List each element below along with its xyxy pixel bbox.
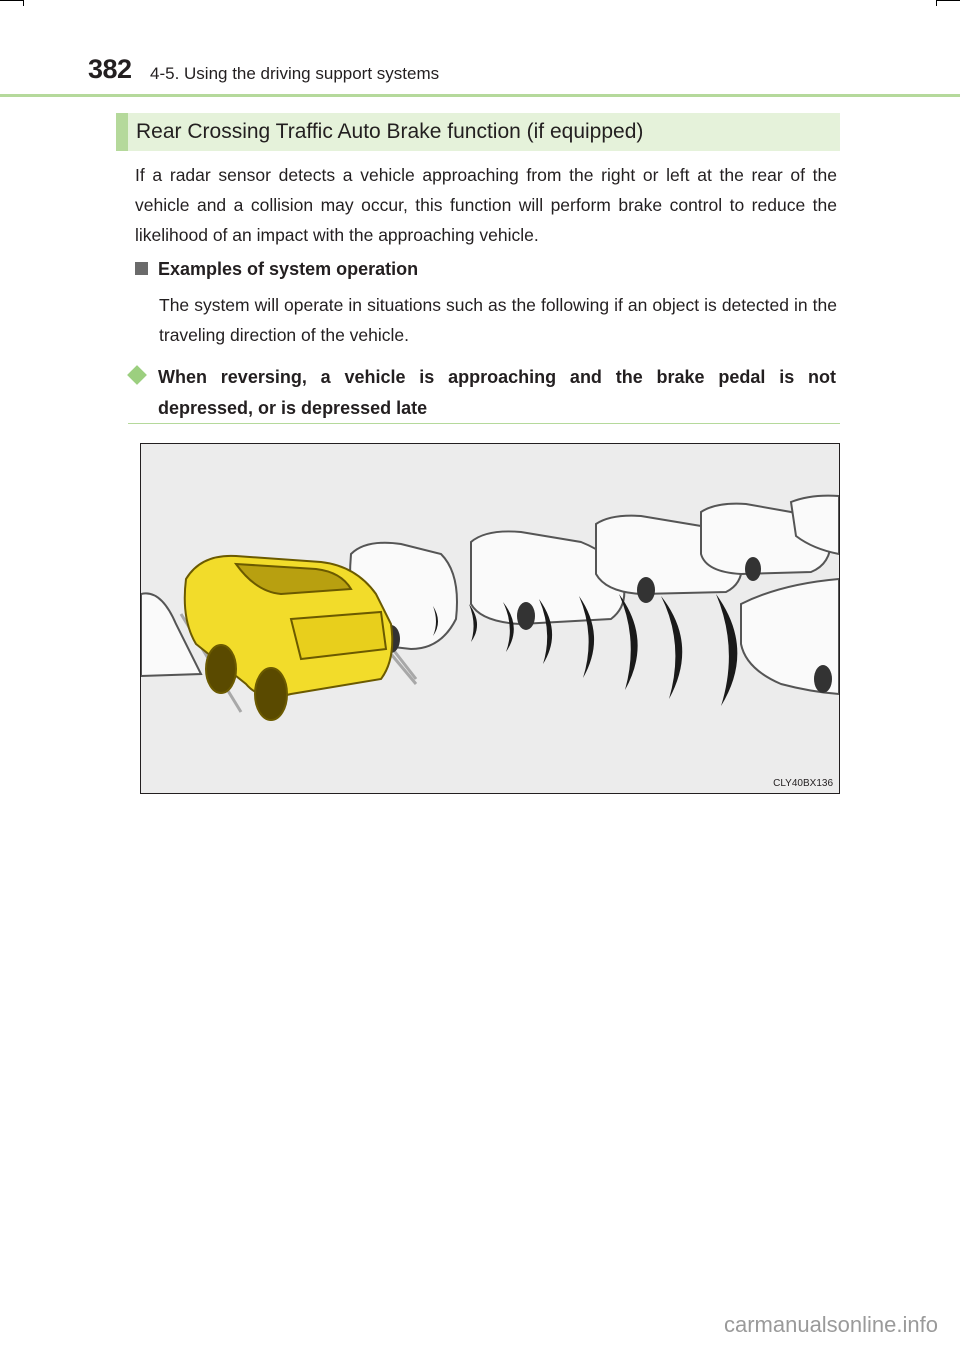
scenario-divider — [128, 423, 840, 424]
header-divider — [0, 94, 960, 97]
crop-mark — [0, 0, 24, 1]
scenario-heading-text: When reversing, a vehicle is approaching and the brake pedal is not depressed, or is depressed late — [158, 367, 836, 418]
figure-code: CLY40BX136 — [773, 778, 833, 789]
page-header — [88, 54, 848, 98]
scenario-heading — [130, 362, 836, 424]
crop-mark — [936, 0, 960, 1]
crop-mark — [936, 0, 937, 6]
chapter-title: 4-5. Using the driving support systems — [150, 64, 440, 83]
diamond-bullet-icon — [127, 365, 147, 385]
examples-heading-text: Examples of system operation — [158, 259, 419, 279]
examples-heading — [135, 256, 418, 282]
page-number: 382 — [88, 54, 132, 84]
parking-lot-illustration — [141, 444, 839, 793]
illustration-figure — [140, 443, 840, 794]
examples-paragraph: The system will operate in situations such as the following if an object is detected in the traveling direction of the vehicle. — [159, 295, 837, 345]
section-title: Rear Crossing Traffic Auto Brake function (if equipped) — [116, 113, 840, 151]
crop-mark — [23, 0, 24, 6]
intro-paragraph: If a radar sensor detects a vehicle approaching from the right or left at the rear of the vehicle and a collision may occur, this function will perform brake control to reduce the likelihood of an impact with the approaching vehicle. — [135, 165, 837, 245]
watermark: carmanualsonline.info — [723, 1312, 938, 1337]
square-bullet-icon — [135, 262, 148, 275]
